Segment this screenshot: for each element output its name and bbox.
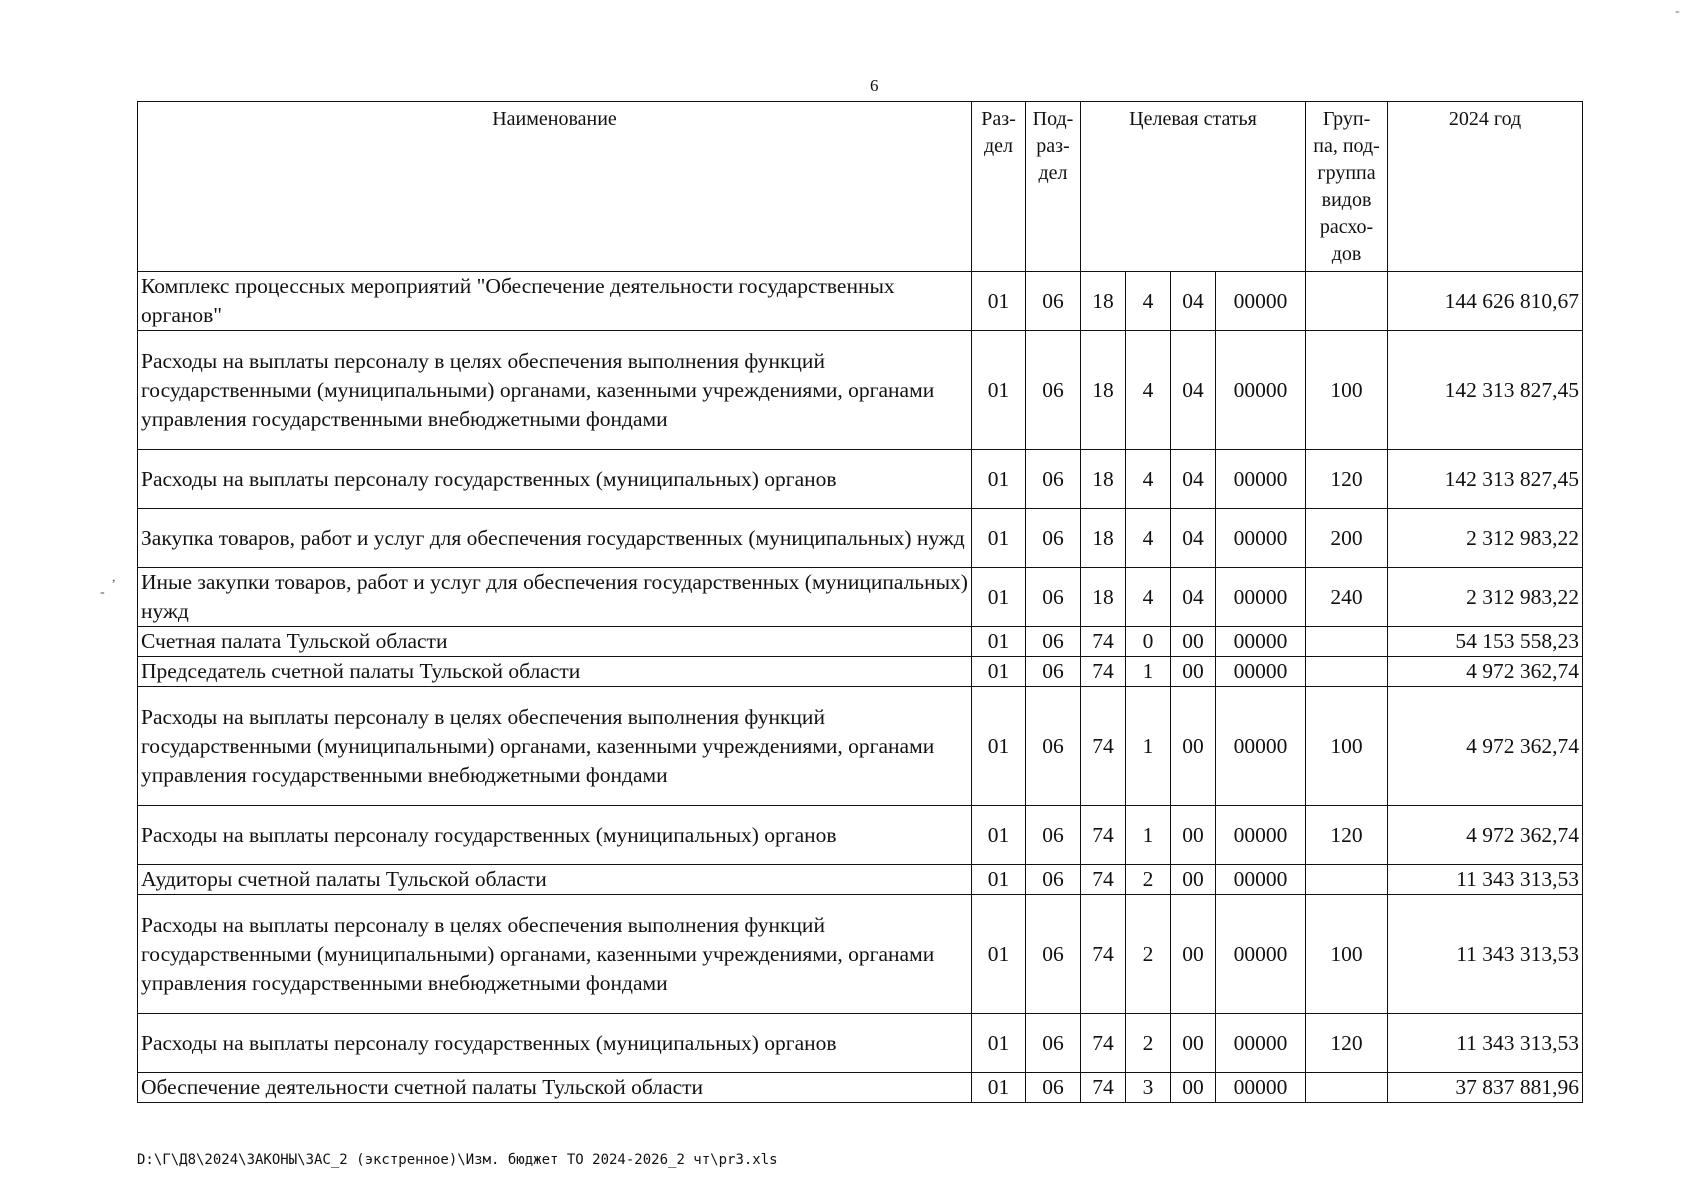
row-section: 01: [972, 1073, 1026, 1103]
row-subsection: 06: [1026, 331, 1081, 450]
table-row: [138, 806, 1583, 865]
row-name: Расходы на выплаты персоналу государственных (муниципальных) органов: [138, 450, 972, 509]
file-path-footer: D:\Г\Д8\2024\ЗАКОНЫ\ЗАС_2 (экстренное)\Изм. бюджет ТО 2024-2026_2 чт\pr3.xls: [137, 1152, 778, 1168]
row-subsection: 06: [1026, 627, 1081, 657]
header-section: Раз- дел: [972, 102, 1026, 272]
table-row: [138, 627, 1583, 657]
row-name: Расходы на выплаты персоналу государственных (муниципальных) органов: [138, 806, 972, 865]
row-expense-group: 240: [1306, 568, 1388, 627]
row-target-type: 3: [1126, 1073, 1171, 1103]
row-section: 01: [972, 450, 1026, 509]
row-target-program: 74: [1081, 687, 1126, 806]
row-target-type: 1: [1126, 687, 1171, 806]
row-amount: 11 343 313,53: [1388, 1014, 1583, 1073]
row-amount: 142 313 827,45: [1388, 331, 1583, 450]
row-name: Расходы на выплаты персоналу в целях обеспечения выполнения функций государственными (муниципальными) органами, казенными учреждениями, органами управления государственными внебюджетными фондами: [138, 331, 972, 450]
row-expense-group: [1306, 657, 1388, 687]
row-subsection: 06: [1026, 687, 1081, 806]
row-section: 01: [972, 895, 1026, 1014]
row-target-program: 18: [1081, 272, 1126, 331]
header-target: Целевая статья: [1081, 102, 1306, 272]
row-subsection: 06: [1026, 865, 1081, 895]
row-target-program: 74: [1081, 627, 1126, 657]
row-target-direction: 00000: [1216, 657, 1306, 687]
row-target-program: 18: [1081, 450, 1126, 509]
row-section: 01: [972, 509, 1026, 568]
row-subsection: 06: [1026, 272, 1081, 331]
table-row: [138, 450, 1583, 509]
row-subsection: 06: [1026, 1073, 1081, 1103]
row-name: Расходы на выплаты персоналу в целях обеспечения выполнения функций государственными (муниципальными) органами, казенными учреждениями, органами управления государственными внебюджетными фондами: [138, 687, 972, 806]
row-name: Комплекс процессных мероприятий "Обеспечение деятельности государственных органов": [138, 272, 972, 331]
row-section: 01: [972, 687, 1026, 806]
row-amount: 11 343 313,53: [1388, 865, 1583, 895]
row-subsection: 06: [1026, 1014, 1081, 1073]
row-target-direction: 00000: [1216, 331, 1306, 450]
row-target-program: 18: [1081, 331, 1126, 450]
row-amount: 2 312 983,22: [1388, 509, 1583, 568]
row-section: 01: [972, 806, 1026, 865]
row-amount: 11 343 313,53: [1388, 895, 1583, 1014]
row-name: Обеспечение деятельности счетной палаты Тульской области: [138, 1073, 972, 1103]
row-expense-group: 100: [1306, 331, 1388, 450]
row-target-structure: 00: [1171, 1014, 1216, 1073]
row-name: Расходы на выплаты персоналу государственных (муниципальных) органов: [138, 1014, 972, 1073]
row-target-type: 1: [1126, 806, 1171, 865]
row-target-structure: 04: [1171, 450, 1216, 509]
row-expense-group: [1306, 272, 1388, 331]
row-subsection: 06: [1026, 657, 1081, 687]
table-row: [138, 1014, 1583, 1073]
row-target-type: 4: [1126, 568, 1171, 627]
row-target-structure: 00: [1171, 895, 1216, 1014]
table-row: [138, 272, 1583, 331]
row-name: Аудиторы счетной палаты Тульской области: [138, 865, 972, 895]
row-target-structure: 00: [1171, 687, 1216, 806]
table-row: [138, 1073, 1583, 1103]
row-target-direction: 00000: [1216, 806, 1306, 865]
row-section: 01: [972, 331, 1026, 450]
row-expense-group: 100: [1306, 687, 1388, 806]
row-amount: 4 972 362,74: [1388, 687, 1583, 806]
row-target-structure: 04: [1171, 272, 1216, 331]
row-target-program: 74: [1081, 895, 1126, 1014]
row-target-structure: 04: [1171, 568, 1216, 627]
row-target-program: 74: [1081, 865, 1126, 895]
row-target-type: 2: [1126, 1014, 1171, 1073]
table-row: [138, 687, 1583, 806]
row-name: Председатель счетной палаты Тульской области: [138, 657, 972, 687]
table-row: [138, 509, 1583, 568]
row-target-direction: 00000: [1216, 627, 1306, 657]
header-year: 2024 год: [1388, 102, 1583, 272]
stray-scan-mark: -: [100, 585, 105, 600]
row-amount: 4 972 362,74: [1388, 806, 1583, 865]
row-subsection: 06: [1026, 806, 1081, 865]
row-expense-group: 120: [1306, 806, 1388, 865]
row-target-direction: 00000: [1216, 272, 1306, 331]
row-target-program: 74: [1081, 657, 1126, 687]
row-section: 01: [972, 568, 1026, 627]
row-target-structure: 00: [1171, 806, 1216, 865]
row-amount: 4 972 362,74: [1388, 657, 1583, 687]
row-name: Иные закупки товаров, работ и услуг для обеспечения государственных (муниципальных) нужд: [138, 568, 972, 627]
table-row: [138, 657, 1583, 687]
row-section: 01: [972, 657, 1026, 687]
row-target-structure: 00: [1171, 657, 1216, 687]
row-subsection: 06: [1026, 895, 1081, 1014]
row-target-structure: 00: [1171, 627, 1216, 657]
row-target-direction: 00000: [1216, 568, 1306, 627]
row-target-type: 0: [1126, 627, 1171, 657]
row-name: Расходы на выплаты персоналу в целях обеспечения выполнения функций государственными (муниципальными) органами, казенными учреждениями, органами управления государственными внебюджетными фондами: [138, 895, 972, 1014]
row-target-structure: 00: [1171, 865, 1216, 895]
row-subsection: 06: [1026, 568, 1081, 627]
row-target-structure: 04: [1171, 331, 1216, 450]
row-expense-group: 200: [1306, 509, 1388, 568]
row-subsection: 06: [1026, 450, 1081, 509]
page-number: 6: [870, 76, 879, 95]
header-subsection: Под- раз- дел: [1026, 102, 1081, 272]
row-target-direction: 00000: [1216, 687, 1306, 806]
row-amount: 37 837 881,96: [1388, 1073, 1583, 1103]
row-target-type: 4: [1126, 450, 1171, 509]
row-expense-group: 120: [1306, 1014, 1388, 1073]
row-target-type: 4: [1126, 272, 1171, 331]
row-target-type: 2: [1126, 865, 1171, 895]
row-section: 01: [972, 272, 1026, 331]
row-expense-group: [1306, 627, 1388, 657]
row-section: 01: [972, 865, 1026, 895]
table-row: [138, 568, 1583, 627]
row-target-direction: 00000: [1216, 895, 1306, 1014]
row-expense-group: [1306, 865, 1388, 895]
row-name: Счетная палата Тульской области: [138, 627, 972, 657]
row-target-structure: 04: [1171, 509, 1216, 568]
row-target-program: 74: [1081, 1014, 1126, 1073]
corner-dash-mark: -: [1675, 4, 1680, 19]
row-target-direction: 00000: [1216, 450, 1306, 509]
row-section: 01: [972, 627, 1026, 657]
row-amount: 144 626 810,67: [1388, 272, 1583, 331]
row-target-program: 74: [1081, 806, 1126, 865]
row-target-direction: 00000: [1216, 1073, 1306, 1103]
row-target-program: 18: [1081, 568, 1126, 627]
budget-table: [137, 101, 1583, 1103]
row-target-program: 74: [1081, 1073, 1126, 1103]
table-row: [138, 865, 1583, 895]
row-target-type: 4: [1126, 509, 1171, 568]
row-target-type: 1: [1126, 657, 1171, 687]
row-name: Закупка товаров, работ и услуг для обеспечения государственных (муниципальных) нужд: [138, 509, 972, 568]
row-expense-group: 120: [1306, 450, 1388, 509]
row-section: 01: [972, 1014, 1026, 1073]
row-amount: 2 312 983,22: [1388, 568, 1583, 627]
row-amount: 54 153 558,23: [1388, 627, 1583, 657]
row-subsection: 06: [1026, 509, 1081, 568]
row-expense-group: 100: [1306, 895, 1388, 1014]
header-group: Груп- па, под- группа видов расхо- дов: [1306, 102, 1388, 272]
row-target-direction: 00000: [1216, 865, 1306, 895]
row-target-direction: 00000: [1216, 509, 1306, 568]
row-target-type: 2: [1126, 895, 1171, 1014]
row-amount: 142 313 827,45: [1388, 450, 1583, 509]
row-target-structure: 00: [1171, 1073, 1216, 1103]
row-target-type: 4: [1126, 331, 1171, 450]
table-header-row: [138, 102, 1583, 272]
row-expense-group: [1306, 1073, 1388, 1103]
table-row: [138, 895, 1583, 1014]
stray-scan-mark: ,: [112, 570, 116, 585]
table-row: [138, 331, 1583, 450]
row-target-direction: 00000: [1216, 1014, 1306, 1073]
row-target-program: 18: [1081, 509, 1126, 568]
header-name: Наименование: [138, 102, 972, 272]
